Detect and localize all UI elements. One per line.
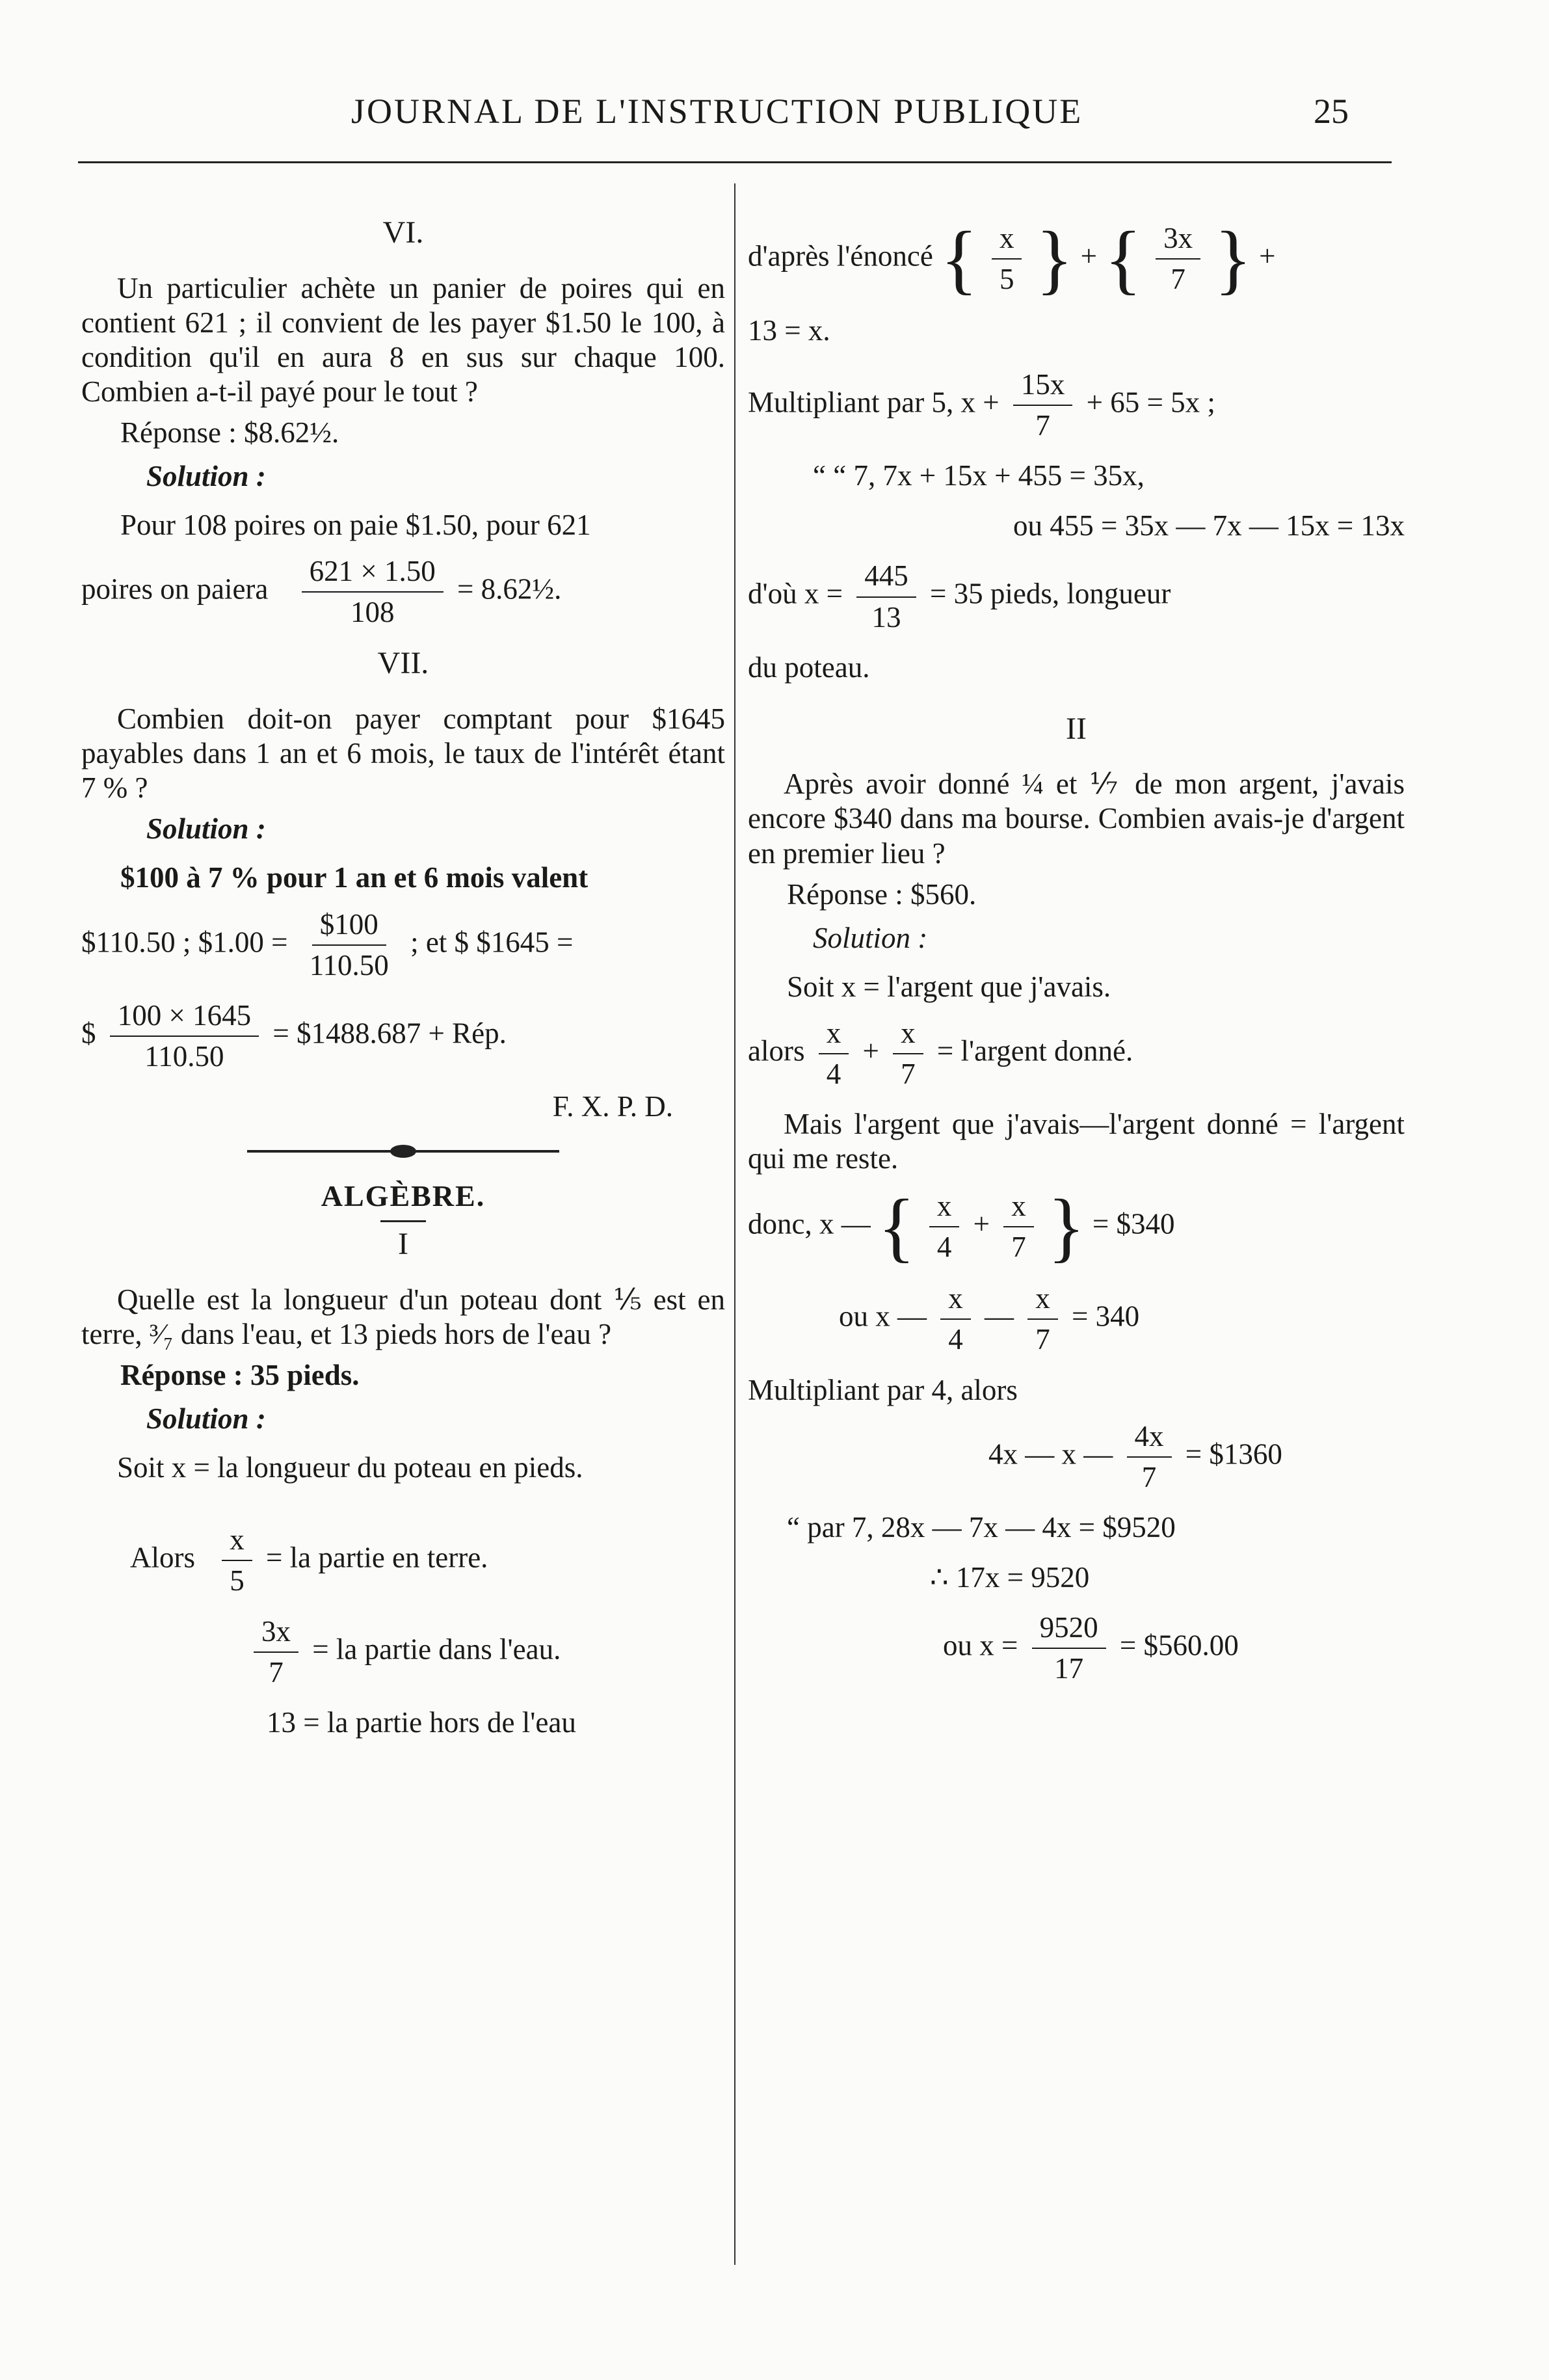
section-divider [247,1150,559,1153]
eq-text: = la partie dans l'eau. [312,1633,561,1665]
numerator: x [819,1016,849,1054]
eq-prefix: alors [748,1034,805,1067]
denominator: 7 [1141,1460,1157,1493]
eq-suffix: = $1360 [1185,1437,1282,1471]
ii-par7-equation: “ par 7, 28x — 7x — 4x = $9520 [787,1510,1176,1544]
algebra-problem-i-heading: I [398,1227,408,1262]
numerator: 621 × 1.50 [302,554,444,593]
eq-text: = la partie en terre. [266,1541,488,1574]
fraction [1127,1419,1172,1495]
denominator: 110.50 [309,948,389,982]
page-number: 25 [1314,92,1349,131]
fraction [992,221,1022,297]
numerator: 4x [1127,1419,1172,1458]
eq-suffix: + 65 = 5x ; [1086,386,1215,419]
ii-ou-equation [839,1281,1405,1357]
problem-vii-question: Combien doit-on payer comptant pour $1645 payables dans 1 an et 6 mois, le taux de l'intérêt étant 7 % ? [81,702,725,805]
denominator: 7 [1171,263,1185,295]
eq-result: = 8.62½. [457,572,562,606]
problem-vi-answer: Réponse : $8.62½. [120,416,339,449]
denominator: 7 [1035,409,1050,442]
enonce-equation [748,215,1405,302]
right-brace: } [1214,215,1252,302]
algebra-eq-hors: 13 = la partie hors de l'eau [267,1705,576,1739]
problem-vi-equation [81,554,725,630]
problem-vii-heading: VII. [377,646,429,681]
numerator: 100 × 1645 [110,998,259,1037]
numerator: $100 [312,907,386,946]
numerator: 3x [1156,221,1200,260]
fraction [856,559,916,634]
eq-prefix: donc, x — [748,1207,871,1240]
eq-prefix: Multipliant par 5, x + [748,386,1000,419]
eq-result: = $1488.687 + Rép. [272,1017,507,1050]
ii-mult4: Multipliant par 4, alors [748,1373,1018,1406]
page-header [0,85,1549,137]
fraction [254,1614,298,1690]
minus-sign: — [985,1300,1014,1333]
denominator: 17 [1054,1652,1084,1685]
ii-final-equation [943,1611,1405,1686]
problem-vii-equation-2 [81,998,725,1074]
fraction [819,1016,849,1091]
short-rule [380,1220,426,1222]
algebra-problem-ii-heading: II [1066,711,1087,746]
plus-sign: + [973,1207,990,1240]
problem-vii-solution-label: Solution : [146,812,266,846]
fraction [302,907,397,983]
problem-vi-solution-label: Solution : [146,460,266,493]
eq-prefix: poires on paiera [81,572,269,606]
denominator: 7 [1011,1231,1026,1264]
eq-suffix: ; et $ $1645 = [410,925,574,958]
ou-equation: ou 455 = 35x — 7x — 15x = 13x [1013,509,1405,542]
algebra-problem-ii-solution-label: Solution : [813,921,928,954]
numerator: 9520 [1032,1611,1106,1649]
problem-vi-heading: VI. [382,215,424,250]
header-rule [78,161,1392,163]
left-brace: { [940,215,978,302]
plus-sign: + [1080,239,1097,273]
plus-sign: + [862,1034,879,1067]
algebra-eq-eau [247,1614,725,1690]
right-brace: } [1035,215,1074,302]
numerator: x [940,1281,971,1320]
fraction [940,1281,971,1357]
fraction [1013,368,1073,443]
dou-equation [748,559,1405,634]
ii-donc-equation [748,1183,1405,1270]
column-divider [734,183,735,2265]
eq-prefix: ou x = [943,1629,1018,1662]
ii-mais: Mais l'argent que j'avais—l'argent donné = l'argent qui me reste. [748,1108,1405,1175]
right-column [748,208,1405,1702]
algebra-eq-terre [130,1523,725,1598]
fraction [302,554,444,630]
denominator: 13 [871,600,901,634]
denominator: 7 [1035,1323,1050,1356]
fraction [1156,221,1200,297]
eq-prefix: ou x — [839,1300,927,1333]
algebra-problem-ii-answer: Réponse : $560. [787,877,977,911]
fraction [1032,1611,1106,1686]
mult7-equation: “ “ 7, 7x + 15x + 455 = 35x, [813,459,1145,492]
problem-vii-line1: $100 à 7 % pour 1 an et 6 mois valent [120,861,589,894]
denominator: 7 [269,1655,284,1689]
numerator: x [1027,1281,1058,1320]
problem-vii-equation-1 [81,907,725,983]
left-brace: { [877,1183,916,1270]
problem-vi-line1: Pour 108 poires on paie $1.50, pour 621 [120,509,591,542]
fraction [222,1523,252,1598]
eq-prefix: d'où x = [748,577,843,610]
denominator: 110.50 [144,1039,224,1073]
algebra-problem-i-question: Quelle est la longueur d'un poteau dont ⅕ est en terre, ³⁄₇ dans l'eau, et 13 pieds hors de l'eau ? [81,1283,725,1351]
denominator: 4 [936,1231,952,1264]
fraction [893,1016,923,1091]
eq-suffix: = $560.00 [1119,1629,1239,1662]
denominator: 5 [999,263,1014,295]
denominator: 108 [350,596,395,629]
numerator: x [893,1016,923,1054]
problem-vi-question: Un particulier achète un panier de poires qui en contient 621 ; il convient de les payer $1.50 le 100, à condition qu'il en aura 8 en sus sur chaque 100. Combien a-t-il payé pour le tout ? [81,271,725,408]
left-column [81,208,725,1756]
algebra-problem-i-solution-label: Solution : [146,1402,266,1436]
eq-prefix: 4x — x — [988,1437,1113,1471]
numerator: x [1003,1189,1034,1227]
numerator: 15x [1013,368,1073,406]
eq-suffix: = 35 pieds, longueur [930,577,1171,610]
fraction [1003,1189,1034,1264]
eq-suffix: = l'argent donné. [936,1034,1133,1067]
dou-end: du poteau. [748,650,870,684]
fraction [110,998,259,1074]
journal-title: JOURNAL DE L'INSTRUCTION PUBLIQUE [351,92,1083,131]
signature: F. X. P. D. [552,1090,673,1123]
plus-sign: + [1259,239,1276,273]
numerator: 445 [856,559,916,597]
algebra-soit: Soit x = la longueur du poteau en pieds. [117,1451,583,1484]
ii-therefore-equation: ∴ 17x = 9520 [930,1560,1090,1594]
eq-prefix: $110.50 ; $1.00 = [81,925,288,958]
fraction [929,1189,960,1264]
numerator: x [992,221,1022,260]
eq-suffix: = 340 [1072,1300,1140,1333]
ii-m4-equation [988,1419,1405,1495]
algebra-problem-i-answer: Réponse : 35 pieds. [120,1359,360,1392]
algebra-problem-ii-question: Après avoir donné ¼ et ⅐ de mon argent, j'avais encore $340 dans ma bourse. Combien avais-je d'argent en premier lieu ? [748,768,1405,870]
eq-prefix: $ [81,1017,96,1050]
mult5-equation [748,368,1405,443]
right-brace: } [1047,1183,1085,1270]
numerator: x [222,1523,252,1561]
alors-label: Alors [130,1541,195,1574]
left-brace: { [1104,215,1142,302]
numerator: 3x [254,1614,298,1653]
numerator: x [929,1189,960,1227]
eq-suffix: = $340 [1092,1207,1175,1240]
ii-alors-equation [748,1016,1405,1091]
eq-prefix: d'après l'énoncé [748,239,933,273]
algebra-title: ALGÈBRE. [321,1179,486,1213]
fraction [1027,1281,1058,1357]
ii-soit: Soit x = l'argent que j'avais. [787,970,1111,1003]
denominator: 7 [901,1058,916,1091]
denominator: 4 [948,1323,963,1356]
denominator: 5 [230,1564,245,1598]
denominator: 4 [826,1058,841,1091]
enonce-end: 13 = x. [748,314,830,347]
